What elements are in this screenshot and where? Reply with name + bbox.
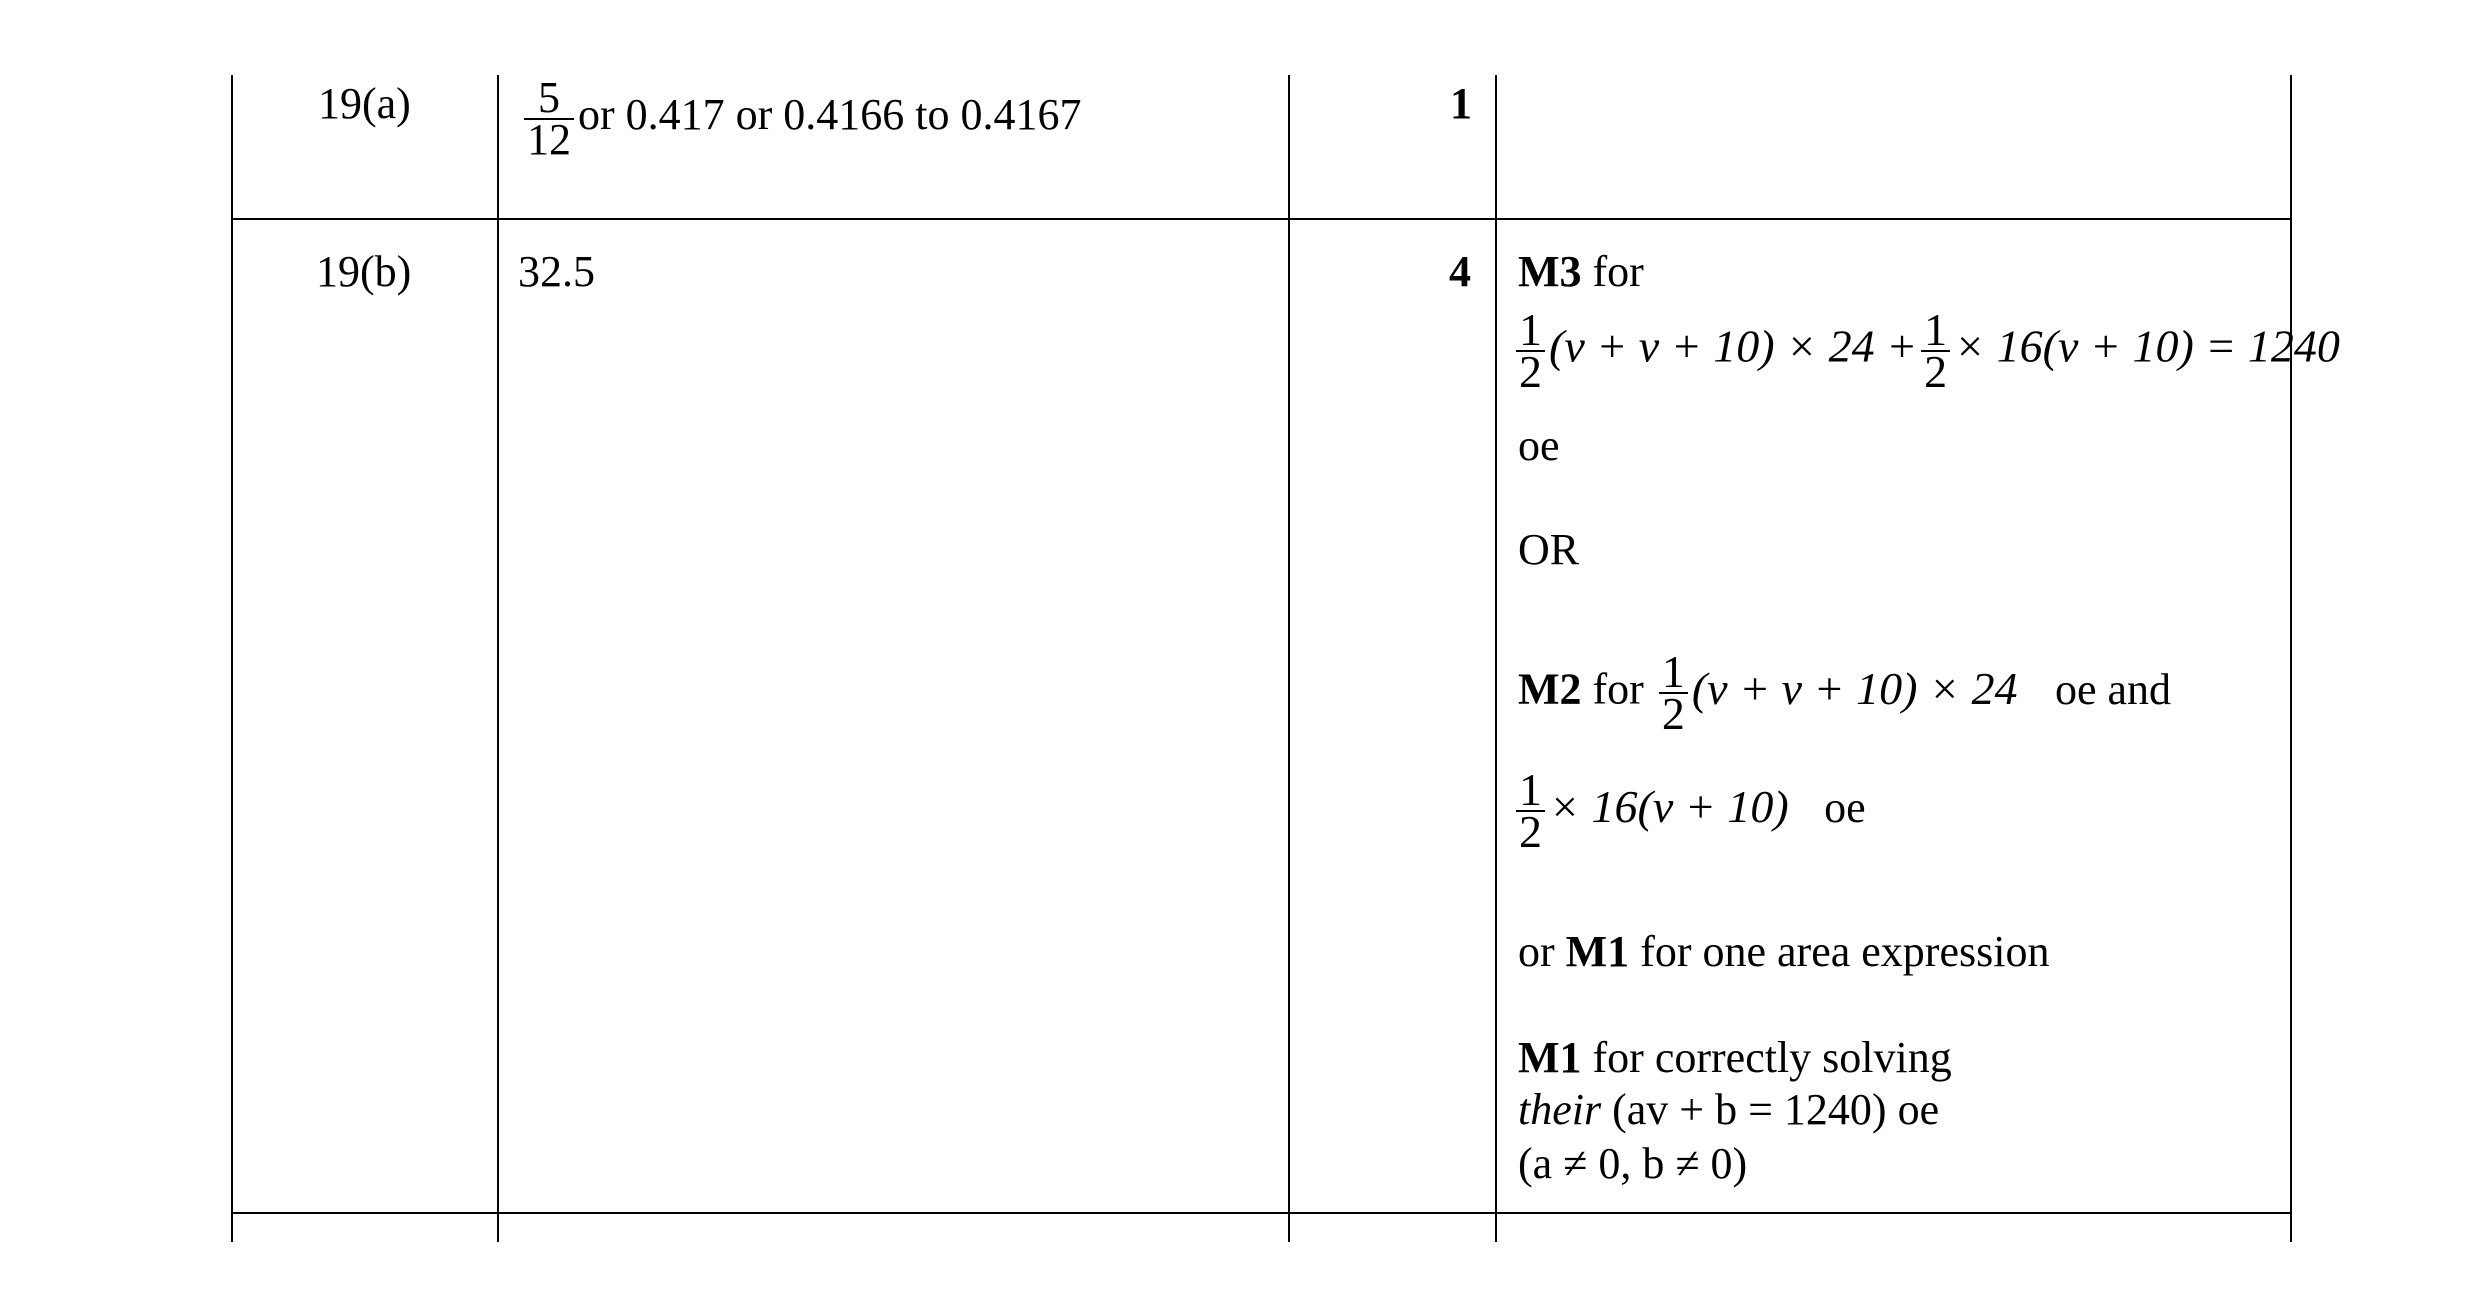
answer-text: 32.5	[518, 247, 595, 296]
m2-expression: $\frac{1}{2}$ (v + v + 10) × 24	[1655, 663, 2029, 714]
m1-line: M1 for correctly solving	[1518, 1033, 1952, 1082]
mark-value: 1	[1450, 79, 1472, 128]
question-number: 19(b)	[316, 247, 412, 296]
fraction-numerator: 5	[538, 73, 560, 122]
equation-fraction: $\frac{1}{2}$	[1921, 310, 1950, 392]
note-text: oe	[1824, 782, 1866, 832]
mark-value: 4	[1449, 247, 1471, 296]
equation-part: (v + v + 10) × 24 +	[1549, 320, 1918, 372]
mark-code: M1	[1518, 1033, 1582, 1082]
or-m1-line: or M1 for one area expression	[1518, 927, 2050, 976]
row-divider	[231, 218, 2292, 220]
mark-code: M2	[1518, 664, 1582, 714]
m3-equation	[1516, 304, 2340, 397]
row-divider	[231, 1212, 2292, 1214]
note-text: for	[1592, 664, 1644, 714]
note-text: oe	[1518, 421, 1560, 470]
answer-fraction	[524, 73, 574, 164]
note-text: OR	[1518, 525, 1580, 574]
m2-expression: $\frac{1}{2}$ × 16(v + 10)	[1516, 781, 1800, 832]
answer-text: or 0.417 or 0.4166 to 0.4167	[578, 90, 1082, 140]
equation-fraction: $\frac{1}{2}$	[1516, 770, 1545, 852]
m1-line-3: (a ≠ 0, b ≠ 0)	[1518, 1139, 1748, 1188]
table-border-right	[2290, 75, 2292, 1242]
mark-code: M3	[1518, 247, 1582, 296]
table-border-left	[231, 75, 233, 1242]
mark-code: M1	[1565, 927, 1630, 976]
equation-fraction: $\frac{1}{2}$	[1516, 310, 1545, 392]
question-number: 19(a)	[318, 79, 411, 128]
note-text: oe and	[2054, 664, 2171, 714]
table-divider-mark	[1495, 75, 1497, 1242]
answer-cell	[520, 73, 1082, 164]
table-divider-question	[497, 75, 499, 1242]
m2-line-2	[1516, 764, 1866, 857]
note-text: for	[1592, 247, 1644, 296]
m3-line	[1518, 246, 1644, 298]
table-divider-answer	[1288, 75, 1290, 1242]
equation-part: × 16(v + 10) = 1240	[1954, 320, 2340, 372]
fraction-denominator: 12	[524, 118, 574, 160]
equation-fraction: $\frac{1}{2}$	[1659, 652, 1688, 734]
m2-line	[1518, 646, 2171, 739]
m1-line-2: their (av + b = 1240) oe	[1518, 1085, 1940, 1134]
